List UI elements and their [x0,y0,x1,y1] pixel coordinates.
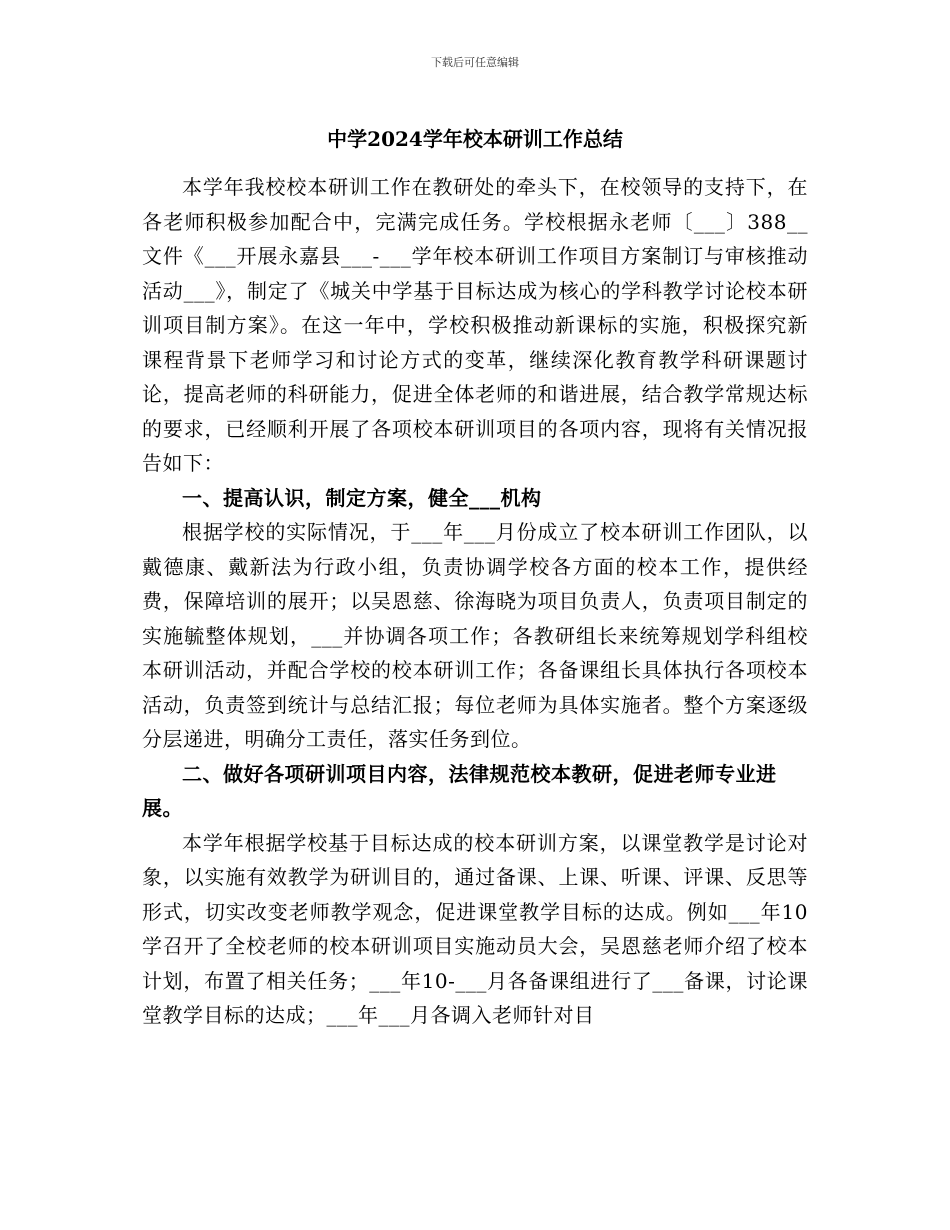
section-1-paragraph: 根据学校的实际情况，于___年___月份成立了校本研训工作团队，以戴德康、戴新法为行政小组，负责协调学校各方面的校本工作，提供经费，保障培训的展开；以吴恩慈、徐海晓为项目负责人，负责项目制定的实施毓整体规划，___并协调各项工作；各教研组长来统筹规划学科组校本研训活动，并配合学校的校本研训工作；各备课组长具体执行各项校本活动，负责签到统计与总结汇报；每位老师为具体实施者。整个方案逐级分层递进，明确分工责任，落实任务到位。 [142,520,808,751]
section-2-heading: 二、做好各项研训项目内容，法律规范校本教研，促进老师专业进展。 [142,761,777,820]
document-title: 中学2024学年校本研训工作总结 [327,127,623,151]
section-1-heading: 一、提高认识，制定方案，健全___机构 [182,485,542,510]
document-body [142,170,808,1033]
intro-paragraph: 本学年我校校本研训工作在教研处的牵头下，在校领导的支持下，在各老师积极参加配合中，完满完成任务。学校根据永老师〔___〕388__文件《___开展永嘉县___-___学年校本研训工作项目方案制订与审核推动活动___》，制定了《城关中学基于目标达成为核心的学科教学讨论校本研训项目制方案》。在这一年中，学校积极推动新课标的实施，积极探究新课程背景下老师学习和讨论方式的变革，继续深化教育教学科研课题讨论，提高老师的科研能力，促进全体老师的和谐进展，结合教学常规达标的要求，已经顺利开展了各项校本研训项目的各项内容，现将有关情况报告如下： [142,175,808,475]
section-2-paragraph: 本学年根据学校基于目标达成的校本研训方案，以课堂教学是讨论对象，以实施有效教学为研训目的，通过备课、上课、听课、评课、反思等形式，切实改变老师教学观念，促进课堂教学目标的达成。例如___年10学召开了全校老师的校本研训项目实施动员大会，吴恩慈老师介绍了校本计划，布置了相关任务；___年10-___月各备课组进行了___备课，讨论课堂教学目标的达成；___年___月各调入老师针对目 [142,830,808,1027]
header-note: 下载后可任意编辑 [431,56,519,69]
